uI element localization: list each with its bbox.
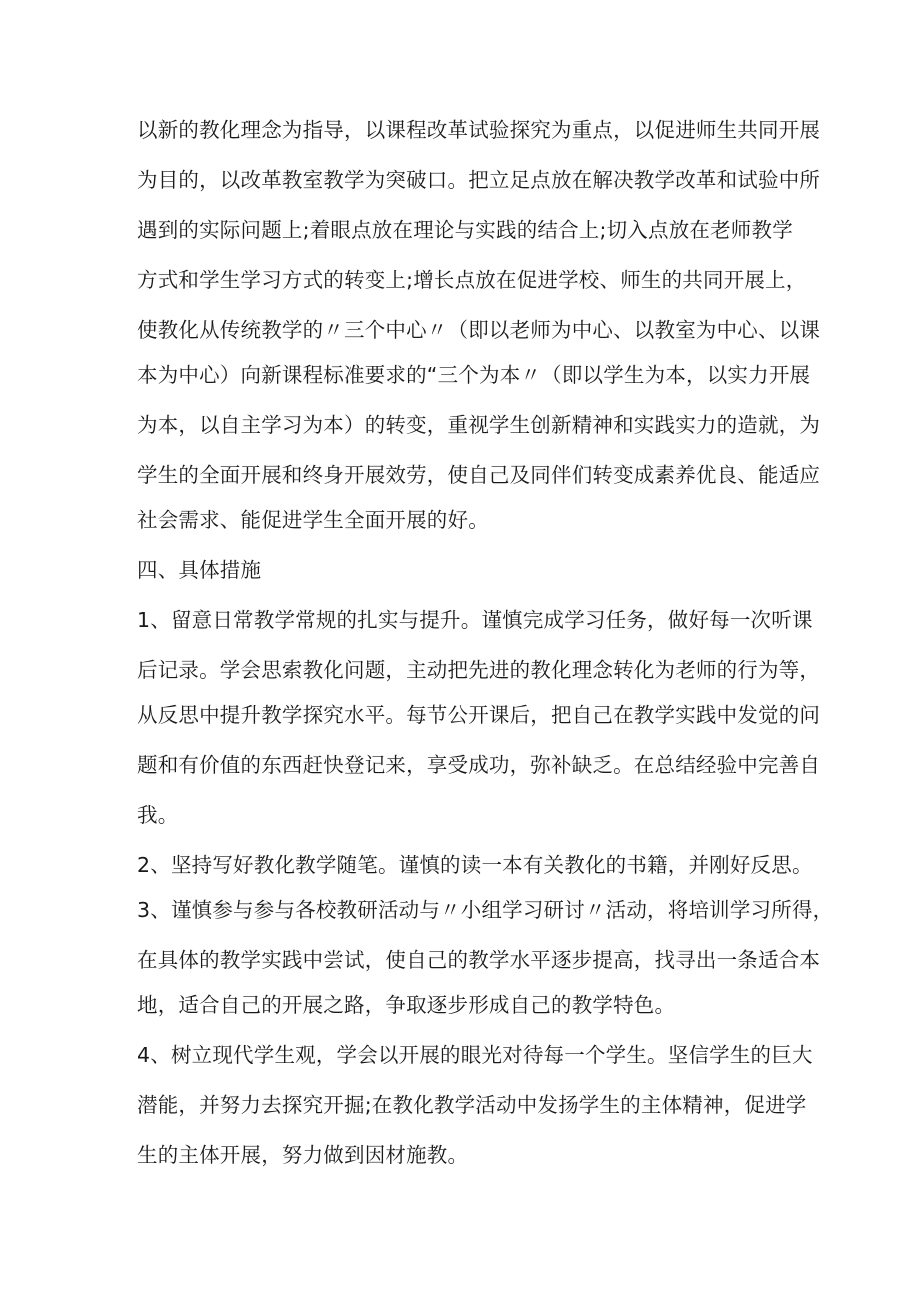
text-line: 2、坚持写好教化教学随笔。谨慎的读一本有关教化的书籍，并刚好反思。 <box>137 853 813 877</box>
text-line: 从反思中提升教学探究水平。每节公开课后，把自己在教学实践中发觉的问 <box>137 703 821 727</box>
text-line: 方式和学生学习方式的转变上;增长点放在促进学校、师生的共同开展上， <box>137 268 807 292</box>
text-line: 为本，以自主学习为本）的转变，重视学生创新精神和实践实力的造就，为 <box>137 413 821 437</box>
text-line: 地，适合自己的开展之路，争取逐步形成自己的教学特色。 <box>137 993 676 1017</box>
text-line: 题和有价值的东西赶快登记来，享受成功，弥补缺乏。在总结经验中完善自 <box>137 753 821 777</box>
text-line: 生的主体开展，努力做到因材施教。 <box>137 1143 469 1167</box>
text-line: 在具体的教学实践中尝试，使自己的教学水平逐步提高，找寻出一条适合本 <box>137 948 821 972</box>
text-line: 为目的，以改革教室教学为突破口。把立足点放在解决教学改革和试验中所 <box>137 168 821 192</box>
text-line: 潜能，并努力去探究开掘;在教化教学活动中发扬学生的主体精神，促进学 <box>137 1093 807 1117</box>
text-line: 3、谨慎参与参与各校教研活动与〃小组学习研讨〃活动，将培训学习所得， <box>137 898 834 922</box>
text-line: 1、留意日常教学常规的扎实与提升。谨慎完成学习任务，做好每一次听课 <box>137 608 813 632</box>
text-line: 遇到的实际问题上;着眼点放在理论与实践的结合上;切入点放在老师教学 <box>137 218 793 242</box>
section-heading: 四、具体措施 <box>137 558 262 582</box>
text-line: 本为中心）向新课程标准要求的“三个为本〃（即以学生为本，以实力开展 <box>137 363 811 387</box>
text-line: 后记录。学会思索教化问题，主动把先进的教化理念转化为老师的行为等， <box>137 658 821 682</box>
text-line: 社会需求、能促进学生全面开展的好。 <box>137 508 489 532</box>
text-line: 使教化从传统教学的〃三个中心〃（即以老师为中心、以教室为中心、以课 <box>137 318 821 342</box>
text-line: 以新的教化理念为指导，以课程改革试验探究为重点，以促进师生共同开展 <box>137 118 821 142</box>
text-line: 我。 <box>137 803 179 827</box>
text-line: 学生的全面开展和终身开展效劳，使自己及同伴们转变成素养优良、能适应 <box>137 463 821 487</box>
text-line: 4、树立现代学生观，学会以开展的眼光对待每一个学生。坚信学生的巨大 <box>137 1043 813 1067</box>
